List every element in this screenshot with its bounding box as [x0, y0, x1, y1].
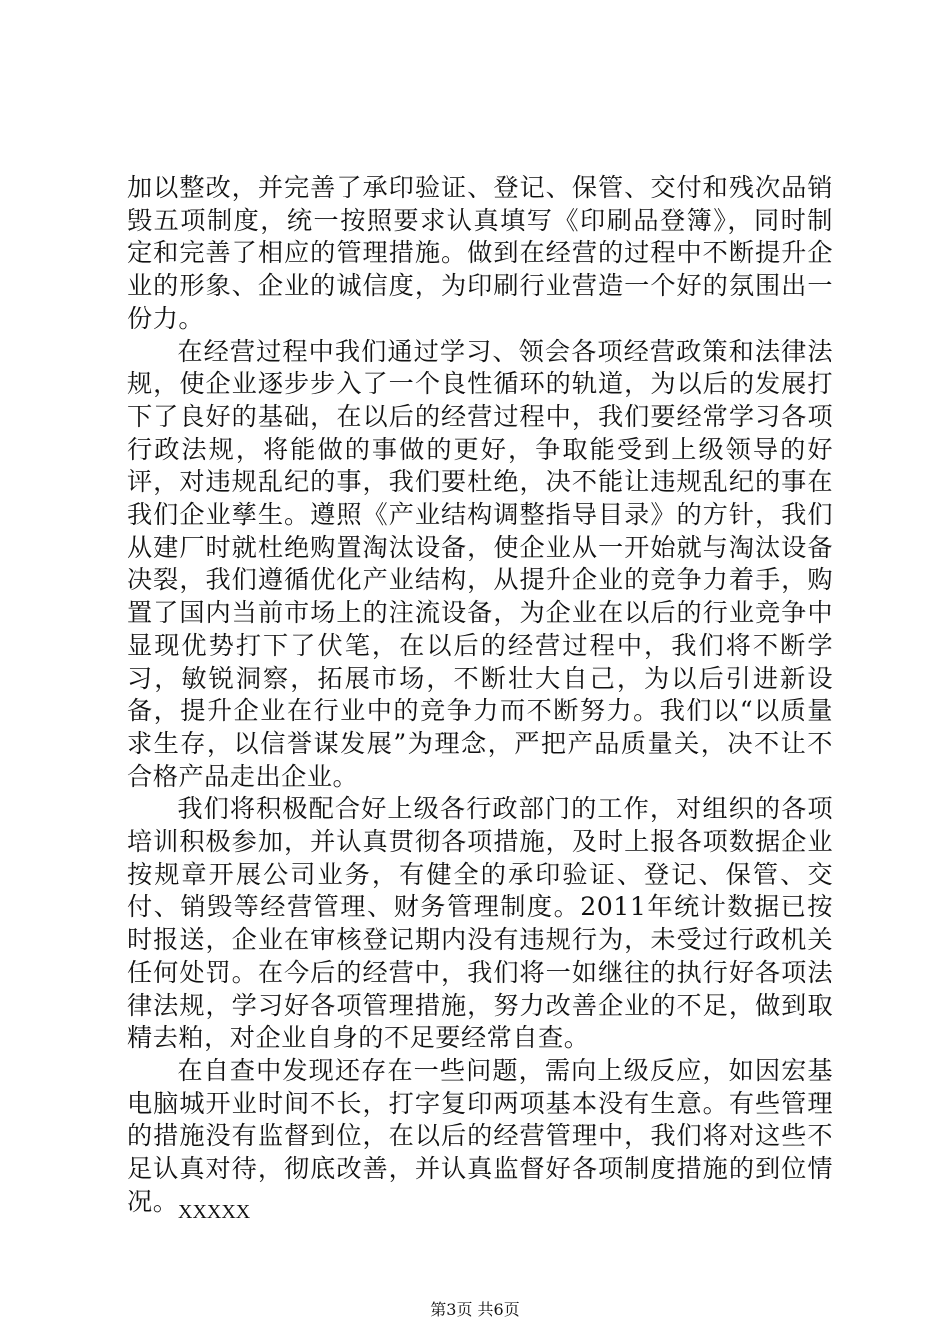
- page-footer: 第3页 共6页: [430, 1300, 520, 1319]
- paragraph-learning-regulations: 在经营过程中我们通过学习、领会各项经营政策和法律法规，使企业逐步步入了一个良性循环的轨道，为以后的发展打下了良好的基础，在以后的经营过程中，我们要经常学习各项行政法规，将能做的事做的更好，争取能受到上级领导的好评，对违规乱纪的事，我们要杜绝，决不能让违规乱纪的事在我们企业孳生。遵照《产业结构调整指导目录》的方针，我们从建厂时就杜绝购置淘汰设备，使企业从一开始就与淘汰设备决裂，我们遵循优化产业结构，从提升企业的竞争力着手，购置了国内当前市场上的注流设备，为企业在以后的行业竞争中显现优势打下了伏笔，在以后的经营过程中，我们将不断学习，敏锐洞察，拓展市场，不断壮大自己，为以后引进新设备，提升企业在行业中的竞争力而不断努力。我们以“以质量求生存，以信誉谋发展”为理念，严把产品质量关，决不让不合格产品走出企业。: [127, 336, 833, 791]
- document-body: [127, 172, 833, 1219]
- paragraph-continuation: 加以整改，并完善了承印验证、登记、保管、交付和残次品销毁五项制度，统一按照要求认真填写《印刷品登簿》，同时制定和完善了相应的管理措施。做到在经营的过程中不断提升企业的形象、企业的诚信度，为印刷行业营造一个好的氛围出一份力。: [127, 173, 833, 333]
- signature: XXXXX: [178, 1201, 251, 1223]
- paragraph-cooperation: 我们将积极配合好上级各行政部门的工作，对组织的各项培训积极参加，并认真贯彻各项措施，及时上报各项数据企业按规章开展公司业务，有健全的承印验证、登记、保管、交付、销毁等经营管理、财务管理制度。2011年统计数据已按时报送，企业在审核登记期内没有违规行为，未受过行政机关任何处罚。在今后的经营中，我们将一如继往的执行好各项法律法规，学习好各项管理措施，努力改善企业的不足，做到取精去粕，对企业自身的不足要经常自查。: [127, 794, 833, 1053]
- paragraph-self-inspection-issues: 在自查中发现还存在一些问题，需向上级反应，如因宏基电脑城开业时间不长，打字复印两项基本没有生意。有些管理的措施没有监督到位，在以后的经营管理中，我们将对这些不足认真对待，彻底改善，并认真监督好各项制度措施的到位情况。: [127, 1055, 833, 1216]
